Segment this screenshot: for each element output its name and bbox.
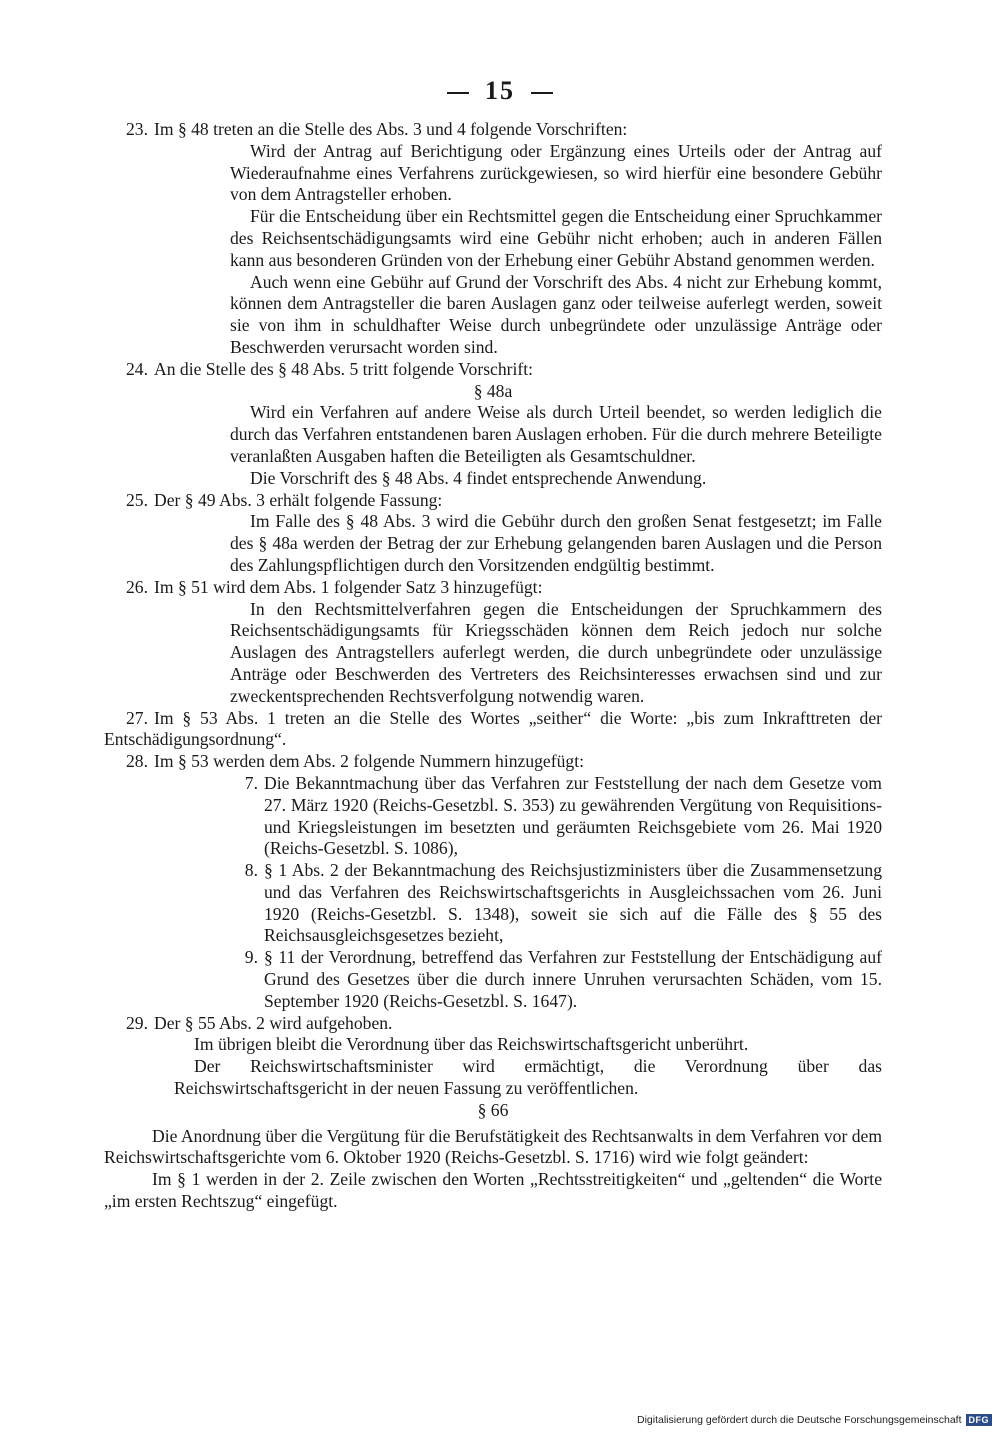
item-text: An die Stelle des § 48 Abs. 5 tritt folgende Vorschrift:: [154, 358, 534, 379]
item-text: Im § 53 Abs. 1 treten an die Stelle des Wortes „seither“ die Worte: „bis zum Inkrafttreten der Entschädigungsordnung“.: [104, 707, 882, 750]
item-number: 29.: [126, 1012, 148, 1033]
paragraph: Für die Entscheidung über ein Rechtsmittel gegen die Entscheidung einer Spruchkammer des Reichsentschädigungsamts wird eine Gebühr nicht erhoben; auch in anderen Fällen kann aus besonderen Gründen von der Erhebung einer Gebühr Abstand genommen werden.: [230, 206, 882, 270]
item-number: 24.: [126, 358, 148, 379]
item-29-lead: [104, 1013, 882, 1035]
dfg-logo-icon: DFG: [966, 1414, 993, 1426]
paragraph: Der Reichswirtschaftsminister wird ermächtigt, die Verordnung über das Reichswirtschaftsgericht in der neuen Fassung zu veröffentlichen.: [174, 1056, 882, 1099]
subitem-text: Die Bekanntmachung über das Verfahren zur Feststellung der nach dem Gesetze vom 27. März 1920 (Reichs-Gesetzbl. S. 353) zu gewährenden Vergütung von Requisitions- und Kriegsleistungen im besetzten und geräumten Reichsgebiete vom 26. Mai 1920 (Reichs-Gesetzbl. S. 1086),: [264, 772, 882, 859]
item-24-lead: [104, 359, 882, 381]
digitization-credit: [637, 1414, 992, 1426]
paragraph: Im § 1 werden in der 2. Zeile zwischen den Worten „Rechtsstreitigkeiten“ und „geltenden“ die Worte „im ersten Rechtszug“ eingefügt.: [104, 1169, 882, 1212]
subitem-number: 7.: [244, 772, 258, 793]
item-25-body: [104, 511, 882, 576]
item-26-lead: [104, 577, 882, 599]
item-number: 27.: [126, 707, 148, 728]
subitem: [244, 860, 882, 947]
section-66-body: [104, 1126, 882, 1213]
item-29-body: [104, 1034, 882, 1099]
section-heading-66: § 66: [477, 1099, 509, 1120]
header-dash-right: [531, 92, 553, 94]
paragraph: Im Falle des § 48 Abs. 3 wird die Gebühr durch den großen Senat festgesetzt; im Falle des § 48a werden der Betrag der zur Erhebung gelangenden baren Auslagen und die Person des Zahlungspflichtigen durch den Vorsitzenden endgültig bestimmt.: [230, 511, 882, 575]
page-number: 15: [485, 76, 515, 105]
item-23-lead: [104, 119, 882, 141]
subitem-number: 9.: [244, 947, 258, 968]
item-number: 23.: [126, 119, 148, 139]
paragraph: Die Anordnung über die Vergütung für die Berufstätigkeit des Rechtsanwalts in dem Verfahren vor dem Reichswirtschaftsgerichte vom 6. Oktober 1920 (Reichs-Gesetzbl. S. 1716) wird wie folgt geändert:: [104, 1125, 882, 1168]
item-27: [104, 708, 882, 752]
item-text: Im § 53 werden dem Abs. 2 folgende Nummern hinzugefügt:: [154, 751, 584, 772]
paragraph: Auch wenn eine Gebühr auf Grund der Vorschrift des Abs. 4 nicht zur Erhebung kommt, können dem Antragsteller die baren Auslagen ganz oder teilweise auferlegt werden, soweit sie von ihm in schuldhafter Weise durch unbegründete oder unzulässige Anträge oder Beschwerden verursacht worden sind.: [230, 271, 882, 357]
subitem-number: 8.: [244, 860, 258, 881]
item-text: Im § 51 wird dem Abs. 1 folgender Satz 3 hinzugefügt:: [154, 576, 543, 597]
item-number: 26.: [126, 576, 148, 597]
item-number: 25.: [126, 489, 148, 510]
paragraph: Wird ein Verfahren auf andere Weise als durch Urteil beendet, so werden lediglich die durch das Verfahren entstandenen baren Auslagen erhoben. Für die durch mehrere Beteiligte veranlaßten Ausgaben haften die Beteiligten als Gesamtschuldner.: [230, 402, 882, 466]
paragraph: Wird der Antrag auf Berichtigung oder Ergänzung eines Urteils oder der Antrag auf Wiederaufnahme eines Verfahrens zurückgewiesen, so wird hierfür eine besondere Gebühr von dem Antragsteller erhoben.: [230, 140, 882, 205]
section-heading-48a: § 48a: [473, 380, 513, 401]
subitem-text: § 11 der Verordnung, betreffend das Verfahren zur Feststellung der Entschädigung auf Grund des Gesetzes über die durch innere Unruhen verursachten Schäden, vom 15. September 1920 (Reichs-Gesetzbl. S. 1647).: [264, 947, 882, 1011]
header-dash-left: [447, 92, 469, 94]
item-text: Der § 55 Abs. 2 wird aufgehoben.: [154, 1012, 393, 1033]
item-23-body: [104, 141, 882, 359]
subitem: [244, 947, 882, 1012]
item-24-body: [104, 402, 882, 489]
credit-text: Digitalisierung gefördert durch die Deutsche Forschungsgemeinschaft: [636, 1414, 962, 1426]
subitem: [244, 772, 882, 860]
page-header: [0, 76, 1000, 106]
item-number: 28.: [126, 751, 148, 772]
item-28-subitems: [104, 773, 882, 1013]
subitem-text: § 1 Abs. 2 der Bekanntmachung des Reichsjustizministers über die Zusammensetzung und das Verfahren des Reichswirtschaftsgerichts in Ausgleichssachen vom 26. Juni 1920 (Reichs-Gesetzbl. S. 1348), soweit sie sich auf die Fälle des § 55 des Reichsausgleichsgesetzes bezieht,: [264, 860, 882, 946]
paragraph: Die Vorschrift des § 48 Abs. 4 findet entsprechende Anwendung.: [250, 467, 707, 488]
item-text: Im § 48 treten an die Stelle des Abs. 3 und 4 folgende Vorschriften:: [154, 119, 628, 139]
paragraph: In den Rechtsmittelverfahren gegen die Entscheidungen der Spruchkammern des Reichsentschädigungsamts für Kriegsschäden können dem Reich jedoch nur solche Auslagen des Antragstellers auferlegt werden, die durch unbegründete oder unzulässige Anträge oder Beschwerden des Vertreters des Reichsinteresses erwachsen sind und zur zweckentsprechenden Rechtsverfolgung notwendig waren.: [230, 598, 882, 706]
item-text: Der § 49 Abs. 3 erhält folgende Fassung:: [154, 489, 443, 510]
item-25-lead: [104, 490, 882, 512]
page-content: [104, 119, 882, 1213]
item-28-lead: [104, 751, 882, 773]
item-26-body: [104, 599, 882, 708]
paragraph: Im übrigen bleibt die Verordnung über das Reichswirtschaftsgericht unberührt.: [194, 1034, 749, 1055]
